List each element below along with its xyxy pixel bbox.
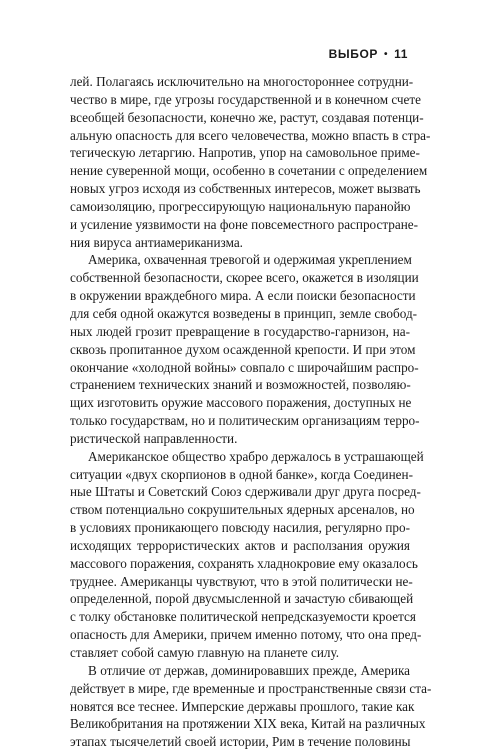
- bullet-separator: •: [384, 49, 389, 60]
- text-line: ситуации «двух скорпионов в одной банке», когда Соединен-: [70, 466, 413, 482]
- body-text: [70, 73, 432, 751]
- text-line: тегическую летаргию. Напротив, упор на самовольное приме-: [70, 145, 420, 161]
- text-line: сквозь пропитанное духом осажденной крепости. И при этом: [70, 341, 416, 357]
- text-line: только государствам, но и политическим организациям терро-: [70, 413, 420, 429]
- text-line: труднее. Американцы чувствуют, что в этой политически не-: [70, 573, 413, 589]
- text-line: лей. Полагаясь исключительно на многостороннее сотрудни-: [70, 74, 414, 89]
- text-line: ные Штаты и Советский Союз сдерживали друг друга посред-: [70, 484, 421, 500]
- text-line: в окружении враждебного мира. А если поиски безопасности: [70, 288, 416, 304]
- paragraph: [70, 73, 431, 251]
- text-line: всеобщей безопасности, конечно же, растут, создавая потенци-: [70, 109, 424, 125]
- text-line: и усиление уязвимости на фоне повсеместного распростране-: [70, 216, 419, 232]
- text-line: нение суверенной мощи, особенно в сочетании с определением: [70, 163, 428, 179]
- text-line: собственной безопасности, скорее всего, окажется в изоляции: [70, 270, 419, 286]
- text-line: щих изготовить оружие массового поражения, доступных не: [70, 395, 412, 411]
- text-line: ния вируса антиамериканизма.: [70, 234, 243, 250]
- text-line: новятся все теснее. Имперские державы прошлого, такие как: [70, 698, 415, 714]
- text-line: чество в мире, где угрозы государственной и в конечном счете: [70, 91, 422, 107]
- text-line: для себя одной окажутся возведены в принцип, земле свобод-: [70, 305, 418, 321]
- running-head: [329, 47, 408, 61]
- text-line: Американское общество храбро держалось в устрашающей: [88, 448, 424, 464]
- text-line: окончание «холодной войны» совпало с широчайшим распро-: [70, 359, 419, 375]
- text-line: ных людей грозит превращение в государство-гарнизон, на-: [70, 323, 410, 339]
- text-line: ставляет собой самую главную на планете силу.: [70, 645, 340, 660]
- text-line: странением технических знаний и возможностей, позволяю-: [70, 377, 411, 393]
- page-number: 11: [394, 47, 408, 61]
- paragraph: [70, 251, 420, 447]
- text-line: ством потенциально сокрушительных ядерных арсеналов, но: [70, 502, 415, 518]
- paragraph: [70, 662, 432, 751]
- text-line: этапах тысячелетий своей истории, Рим в течение половины: [70, 734, 411, 750]
- text-line: Великобритания на протяжении XIX века, Китай на различных: [70, 716, 426, 732]
- text-line: самоизоляцию, прогрессирующую национальную паранойю: [70, 198, 411, 214]
- text-line: ристической направленности.: [70, 430, 238, 446]
- text-line: В отличие от держав, доминировавших прежде, Америка: [88, 662, 410, 678]
- text-line: в условиях проникающего повсюду насилия, регулярно про-: [70, 520, 410, 536]
- text-line: действует в мире, где временные и пространственные связи ста-: [70, 680, 432, 696]
- paragraph: [70, 448, 424, 662]
- text-line: Америка, охваченная тревогой и одержимая укреплением: [88, 252, 412, 268]
- text-line: альную опасность для всего человечества, можно впасть в стра-: [70, 127, 431, 143]
- text-line: исходящих террористических актов и расползания оружия: [70, 537, 410, 553]
- text-line: новых угроз исходя из собственных интересов, может вызвать: [70, 181, 421, 197]
- text-line: массового поражения, сохранять хладнокровие ему оказалось: [70, 555, 418, 571]
- text-line: опасность для Америки, причем именно потому, что она пред-: [70, 627, 422, 643]
- section-title: ВЫБОР: [328, 47, 378, 61]
- text-line: определенной, порой двусмысленной и зачастую сбивающей: [70, 591, 414, 607]
- text-line: с толку обстановке политической непредсказуемости кроется: [70, 609, 416, 625]
